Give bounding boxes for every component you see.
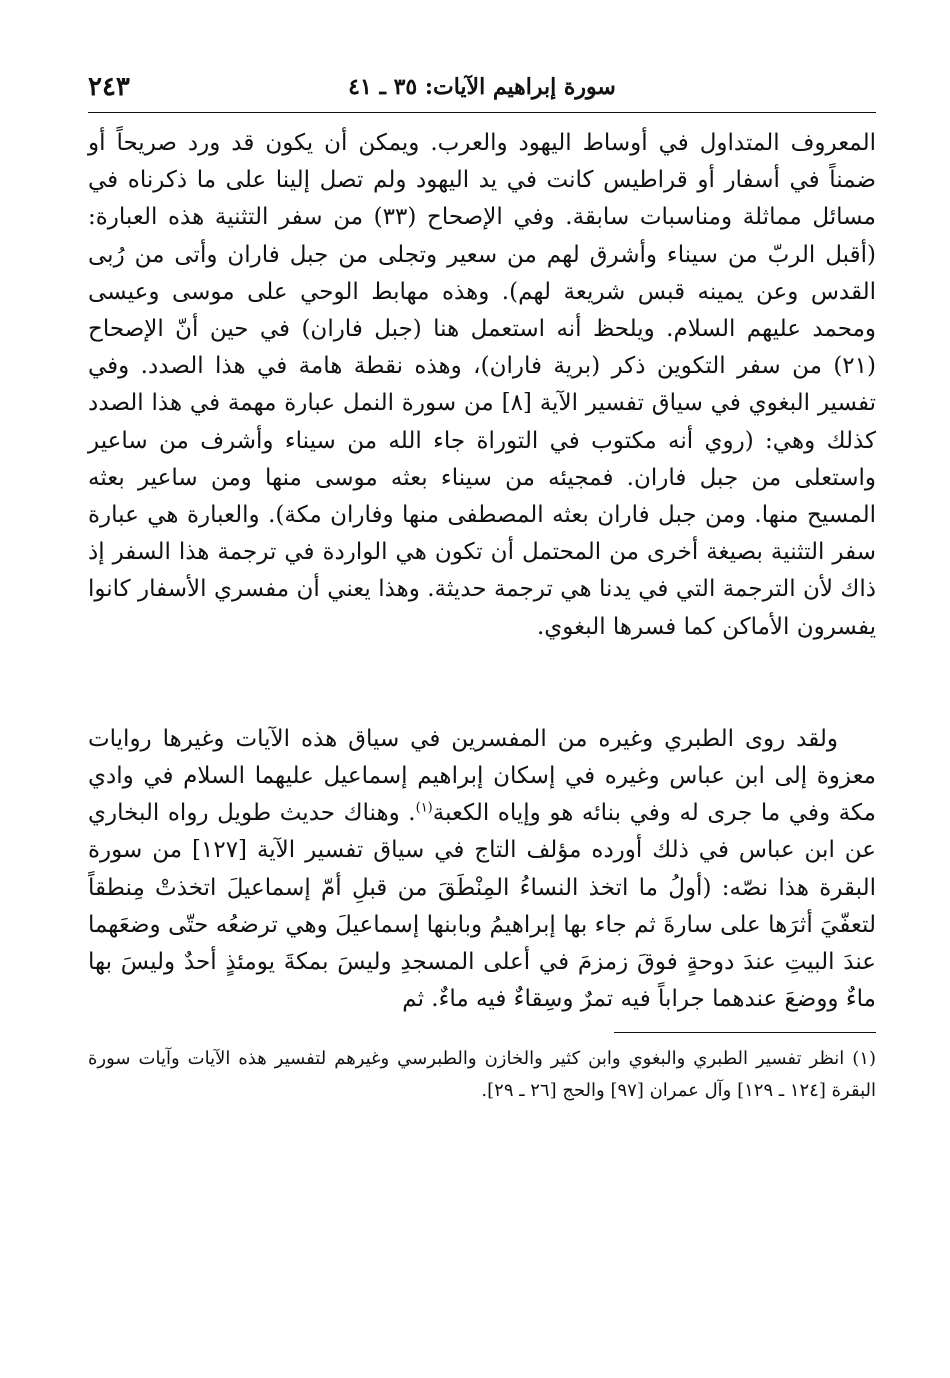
page-number: ٢٤٣ xyxy=(88,72,130,102)
paragraph-2-part-1: ولقد روى الطبري وغيره من المفسرين في سياق هذه الآيات وغيرها روايات معزوة إلى ابن عباس وغيره في إسكان إبراهيم إسماعيل عليهما السلام في وادي مكة وفي ما جرى له وفي بنائه هو وإياه الكعبة xyxy=(88,725,876,827)
footnote: (١) انظر تفسير الطبري والبغوي وابن كثير والخازن والطبرسي وغيرهم لتفسير هذه الآيات وآيات سورة البقرة [١٢٤ ـ ١٢٩] وآل عمران [٩٧] والحج [٢٦ ـ ٢٩]. xyxy=(88,1048,876,1102)
book-page xyxy=(88,70,876,1320)
main-text xyxy=(88,125,876,1018)
running-title: سورة إبراهيم الآيات: ٣٥ ـ ٤١ xyxy=(348,74,616,100)
paragraph-1: المعروف المتداول في أوساط اليهود والعرب. ويمكن أن يكون قد ورد صريحاً أو ضمناً في أسفار أو قراطيس كانت في يد اليهود ولم تصل إلينا على ما ذكرناه في مسائل مماثلة ومناسبات سابقة. وفي الإصحاح (٣٣) من سفر التثنية هذه العبارة: (أقبل الربّ من سيناء وأشرق لهم من سعير وتجلى من جبل فاران وأتى من رُبى القدس وعن يمينه قبس شريعة لهم). وهذه مهابط الوحي على موسى وعيسى ومحمد عليهم السلام. ويلحظ أنه استعمل هنا (جبل فاران) في حين أنّ الإصحاح (٢١) من سفر التكوين ذكر (برية فاران)، وهذه نقطة هامة في هذا الصدد. وفي تفسير البغوي في سياق تفسير الآية [٨] من سورة النمل عبارة مهمة في هذا الصدد كذلك وهي: (روي أنه مكتوب في التوراة جاء الله من سيناء وأشرف من ساعير واستعلى من جبل فاران. فمجيئه من سيناء بعثه موسى منها ومن ساعير بعثه المسيح منها. ومن جبل فاران بعثه المصطفى منها وفاران مكة). والعبارة هي عبارة سفر التثنية بصيغة أخرى من المحتمل أن تكون هي الواردة في ترجمة هذا السفر إذ ذاك لأن الترجمة التي في يدنا هي ترجمة حديثة. وهذا يعني أن مفسري الأسفار كانوا يفسرون الأماكن كما فسرها البغوي. xyxy=(88,130,876,640)
paragraph-2-part-2: . وهناك حديث طويل رواه البخاري عن ابن عباس في ذلك أورده مؤلف التاج في سياق تفسير الآية [١٢٧] من سورة البقرة هذا نصّه: (أولُ ما اتخذ النساءُ المِنْطَقَ من قبلِ أمّ إسماعيلَ اتخذتْ مِنطقاً لتعفّيَ أثرَها على سارةَ ثم جاء بها إبراهيمُ وبابنها إسماعيلَ وهي ترضعُه حتّى وضعَهما عندَ البيتِ عندَ دوحةٍ فوقَ زمزمَ في أعلى المسجدِ وليسَ بمكةَ يومئذٍ أحدٌ وليسَ بها ماءٌ ووضعَ عندهما جراباً فيه تمرٌ وسِقاءٌ فيه ماءٌ. ثم xyxy=(88,800,877,1013)
footnote-reference: (١) xyxy=(415,800,433,816)
footnote-divider xyxy=(614,1032,876,1033)
page-header xyxy=(88,70,876,113)
paragraph-2 xyxy=(88,721,876,1019)
